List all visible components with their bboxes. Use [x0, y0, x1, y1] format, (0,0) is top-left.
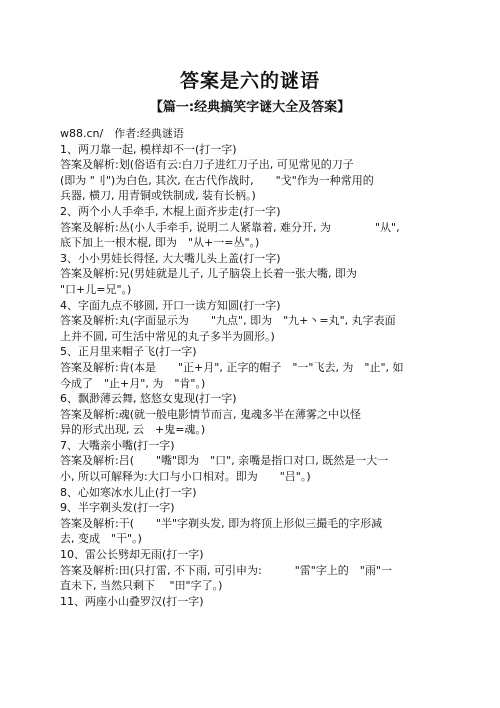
riddle-line: 1、两刀靠一起, 模样却不一(打一字)	[60, 142, 237, 156]
riddle-line: 4、字面九点不够圆, 开口一读方知圆(打一字)	[60, 298, 281, 312]
riddle-line: 8、心如寒冰水儿止(打一字)	[60, 485, 197, 499]
riddle-line: 2、两个小人手牵手, 木棍上面齐步走(打一字)	[60, 204, 281, 218]
answer-line: 上并不圆, 可生活中常见的丸子多半为圆形。)	[60, 329, 275, 343]
riddle-line: 7、大嘴亲小嘴(打一字)	[60, 438, 175, 452]
answer-line: 异的形式出现, 云 +鬼=魂。)	[60, 423, 206, 437]
riddle-line: 11、两座小山叠罗汉(打一字)	[60, 594, 204, 608]
answer-line: 兵器, 横刀, 用青铜或铁制成, 装有长柄。)	[60, 189, 256, 203]
answer-line: 答案及解析:丸(字面显示为 "九点", 即为 "九+丶=丸", 丸字表面	[60, 314, 396, 328]
answer-line: (即为 "刂")为白色, 其次, 在古代作战时, "戈"作为一种常用的	[60, 173, 374, 187]
riddle-line: 5、正月里来帽子飞(打一字)	[60, 345, 197, 359]
source-author-line: w88.cn/ 作者:经典谜语	[60, 127, 184, 140]
riddle-line: 9、半字剃头发(打一字)	[60, 501, 175, 515]
answer-line: 直未下, 当然只剩下 "田"字了。)	[60, 579, 223, 593]
answer-line: 答案及解析:划(俗语有云:白刀子进红刀子出, 可见常见的刀子	[60, 158, 354, 172]
answer-line: 今成了 "止+月", 为 "肯"。)	[60, 376, 206, 390]
document-subtitle: 【篇一:经典搞笑字谜大全及答案】	[149, 100, 351, 115]
answer-line: "口+儿=兄"。)	[60, 282, 132, 296]
answer-line: 答案及解析:田(只打雷, 不下雨, 可引申为: "雷"字上的 "雨"一	[60, 563, 392, 577]
answer-line: 答案及解析:肯(本是 "正+月", 正字的帽子 "一"飞去, 为 "止", 如	[60, 360, 404, 374]
answer-line: 底下加上一根木棍, 即为 "从+一=丛"。)	[60, 236, 260, 250]
answer-line: 答案及解析:丛(小人手牵手, 说明二人紧靠着, 难分开, 为 "从",	[60, 220, 400, 234]
document-body	[60, 126, 430, 609]
answer-line: 答案及解析:干( "半"字剃头发, 即为将顶上形似三撮毛的字形减	[60, 516, 383, 530]
answer-line: 小, 所以可解释为:大口与小口相对。即为 "吕"。)	[60, 470, 311, 484]
riddle-line: 10、雷公长劈却无雨(打一字)	[60, 548, 204, 562]
riddle-line: 6、飘渺薄云舞, 悠悠女鬼现(打一字)	[60, 392, 237, 406]
answer-line: 去, 变成 "干"。)	[60, 532, 142, 546]
document-title: 答案是六的谜语	[179, 70, 320, 92]
riddle-line: 3、小小男娃长得怪, 大大嘴儿头上盖(打一字)	[60, 251, 281, 265]
answer-line: 答案及解析:吕( "嘴"即为 "口", 亲嘴是指口对口, 既然是一大一	[60, 454, 389, 468]
answer-line: 答案及解析:兄(男娃就是儿子, 儿子脑袋上长着一张大嘴, 即为	[60, 267, 357, 281]
answer-line: 答案及解析:魂(就一般电影情节而言, 鬼魂多半在薄雾之中以怪	[60, 407, 361, 421]
